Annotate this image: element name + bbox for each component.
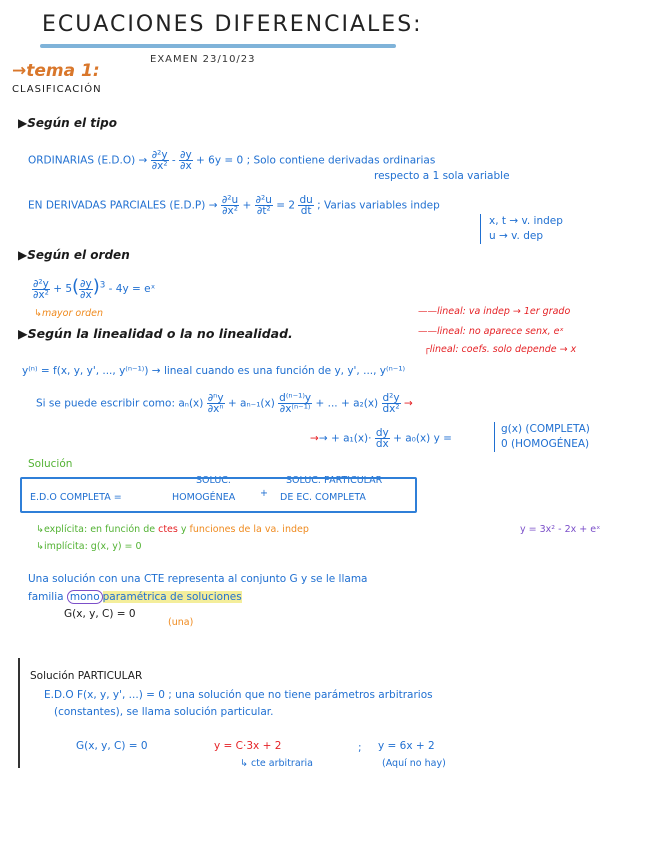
g-expr: G(x, y, C) = 0 xyxy=(64,608,136,620)
particular-y-red: y = C·3x + 2 xyxy=(214,740,282,752)
ordinarias-eq-tail: + 6y = 0 xyxy=(196,154,244,167)
aqui-no-hay: (Aquí no hay) xyxy=(382,758,446,769)
particular-g: G(x, y, C) = 0 xyxy=(76,740,148,752)
parciales-frac2: $\frac{\text{∂²u}}{\text{∂t²}}$ xyxy=(255,194,272,217)
orden-eq: $\frac{\text{∂²y}}{\text{∂x²}}$ + 5( $\frac{\partial y}{\partial x}$ )$^3$ - 4y = eˣ xyxy=(33,276,156,301)
section-linealidad: ▶Según la linealidad o la no linealidad. xyxy=(18,326,293,341)
familia-word: familia xyxy=(28,591,64,603)
lineal-note-3-text: lineal: coefs. solo depende → x xyxy=(429,344,577,355)
lineal-note-2: ——lineal: no aparece senx, eˣ xyxy=(418,326,564,337)
mono-circled: mono xyxy=(67,590,103,604)
a-n: aₙ(x) xyxy=(178,397,204,410)
mayor-orden-note: ↳mayor orden xyxy=(34,308,104,319)
linealidad-eq2: Si se puede escribir como: aₙ(x) $\frac{\text{∂ⁿy}}{\text{∂xⁿ}}$ + aₙ₋₁(x) $\frac{\text{d⁽ⁿ⁻¹⁾y}}{\text{∂x⁽ⁿ⁻¹⁾}}$ + ... + a₂(x) $\frac{\text{d²y}}{\text{dx²}}$ → xyxy=(36,392,413,415)
a1-term: → + a₁(x)· xyxy=(318,432,372,445)
explicita-y: y xyxy=(180,524,187,535)
clasificacion-heading: CLASIFICACIÓN xyxy=(12,84,102,95)
explicita-a: explícita: en función de xyxy=(43,524,156,535)
ordinarias-frac1: $\frac{\text{∂²y}}{\text{∂x²}}$ xyxy=(151,149,168,172)
page-title: ECUACIONES DIFERENCIALES: xyxy=(42,12,423,37)
ordinarias-line: ORDINARIAS (E.D.O) → $\frac{\text{∂²y}}{\text{∂x²}}$ - $\frac{\partial y}{\partial x}$ + 6y = 0 ; Solo contiene derivadas ordinarias xyxy=(28,149,436,172)
orden-eq-tail: - 4y = eˣ xyxy=(108,283,156,295)
ordinarias-label: ORDINARIAS (E.D.O) → xyxy=(28,154,148,167)
section-orden: ▶Según el orden xyxy=(18,248,130,262)
implicita-text: implícita: g(x, y) = 0 xyxy=(43,541,142,552)
section-tipo-label: Según el tipo xyxy=(27,116,117,130)
edo-completa: E.D.O COMPLETA = xyxy=(30,492,122,503)
orden-frac2: $\frac{\partial y}{\partial x}$ xyxy=(80,277,92,301)
completa-brace xyxy=(494,422,590,452)
var-dep: u → v. dep xyxy=(489,230,543,242)
dny-frac: $\frac{\text{∂ⁿy}}{\text{∂xⁿ}}$ xyxy=(207,392,224,415)
de-ec-completa: DE EC. COMPLETA xyxy=(280,492,366,503)
d2y-frac: $\frac{\text{d²y}}{\text{dx²}}$ xyxy=(382,392,400,415)
particular-y: y = 6x + 2 xyxy=(378,740,435,752)
parciales-frac1: $\frac{\text{∂²u}}{\text{∂x²}}$ xyxy=(221,194,239,217)
dn1y-frac: $\frac{\text{d⁽ⁿ⁻¹⁾y}}{\text{∂x⁽ⁿ⁻¹⁾}}$ xyxy=(279,392,312,415)
explicita-example: y = 3x² - 2x + eˣ xyxy=(520,524,601,535)
section-orden-label: Según el orden xyxy=(27,248,130,262)
dy-frac: $\frac{dy}{dx}$ xyxy=(375,427,389,450)
exam-date: EXAMEN 23/10/23 xyxy=(150,54,256,65)
si-se-puede: Si se puede escribir como: xyxy=(36,397,175,410)
mayor-orden-label: mayor orden xyxy=(41,308,104,319)
a-n1: aₙ₋₁(x) xyxy=(240,397,275,410)
cte-arbitraria: ↳ cte arbitraria xyxy=(240,758,314,769)
parciales-note: ; Varias variables indep xyxy=(317,199,440,212)
linealidad-eq3: →→ + a₁(x)· $\frac{dy}{dx}$ + a₀(x) y = xyxy=(310,427,452,450)
implicita-line: ↳implícita: g(x, y) = 0 xyxy=(36,541,142,552)
var-indep: x, t → v. indep xyxy=(489,215,563,227)
parciales-frac3: $\frac{du}{dt}$ xyxy=(299,194,313,217)
orden-frac1: $\frac{\text{∂²y}}{\text{∂x²}}$ xyxy=(33,277,49,301)
una-note: (una) xyxy=(168,617,194,628)
ordinarias-note1: ; Solo contiene derivadas ordinarias xyxy=(246,154,436,167)
explicita-line: ↳explícita: en función de ctes y funciones de la va. indep xyxy=(36,524,309,535)
col-soluc: SOLUC. xyxy=(196,475,231,486)
parametrica: paramétrica de soluciones xyxy=(102,591,242,603)
particular-line2: (constantes), se llama solución particular. xyxy=(54,706,274,718)
parciales-line: EN DERIVADAS PARCIALES (E.D.P) → $\frac{\text{∂²u}}{\text{∂x²}}$ + $\frac{\text{∂²u}}{\text{∂t²}}$ = 2 $\frac{du}{dt}$ ; Varias variables indep xyxy=(28,194,440,217)
a0-term: + a₀(x) y = xyxy=(393,432,452,445)
particular-sep: ; xyxy=(358,742,362,754)
opt-homogenea: 0 (HOMOGÉNEA) xyxy=(501,438,590,450)
parciales-eq-mid: = 2 xyxy=(276,199,296,212)
tema-heading: →tema 1: xyxy=(12,61,100,81)
familia-line2 xyxy=(28,591,242,603)
particular-heading: Solución PARTICULAR xyxy=(30,670,143,682)
section-linealidad-label: Según la linealidad o la no linealidad. xyxy=(27,326,293,341)
plus-sign: + xyxy=(260,488,268,499)
vars-brace xyxy=(480,214,563,244)
margin-line xyxy=(18,658,20,768)
explicita-ctes: ctes xyxy=(158,524,178,535)
familia-line1: Una solución con una CTE representa al conjunto G y se le llama xyxy=(28,573,368,585)
lineal-note-2-text: lineal: no aparece senx, eˣ xyxy=(437,326,564,337)
homogenea: HOMOGÉNEA xyxy=(172,492,236,503)
title-underline xyxy=(40,44,396,48)
particular-line1: E.D.O F(x, y, y', ...) = 0 ; una solución que no tiene parámetros arbitrarios xyxy=(44,689,433,701)
opt-completa: g(x) (COMPLETA) xyxy=(501,423,590,435)
lineal-note-1: ——lineal: va indep → 1er grado xyxy=(418,306,571,317)
lineal-note-1-text: lineal: va indep → 1er grado xyxy=(437,306,571,317)
ordinarias-note2: respecto a 1 sola variable xyxy=(374,170,510,182)
linealidad-eq1: y⁽ⁿ⁾ = f(x, y, y', ..., y⁽ⁿ⁻¹⁾) → lineal cuando es una función de y, y', ..., y⁽ⁿ⁻¹⁾ xyxy=(22,365,406,377)
lineal-note-3: ┌lineal: coefs. solo depende → x xyxy=(424,344,577,355)
solucion-heading: Solución xyxy=(28,458,73,470)
col-soluc-particular: SOLUC. PARTICULAR xyxy=(286,475,383,486)
section-tipo: ▶Según el tipo xyxy=(18,116,117,130)
parciales-label: EN DERIVADAS PARCIALES (E.D.P) → xyxy=(28,199,218,212)
ordinarias-frac2: $\frac{\partial y}{\partial x}$ xyxy=(180,149,192,172)
dots-a2: + ... + a₂(x) xyxy=(315,397,379,410)
explicita-b: funciones de la va. indep xyxy=(189,524,309,535)
